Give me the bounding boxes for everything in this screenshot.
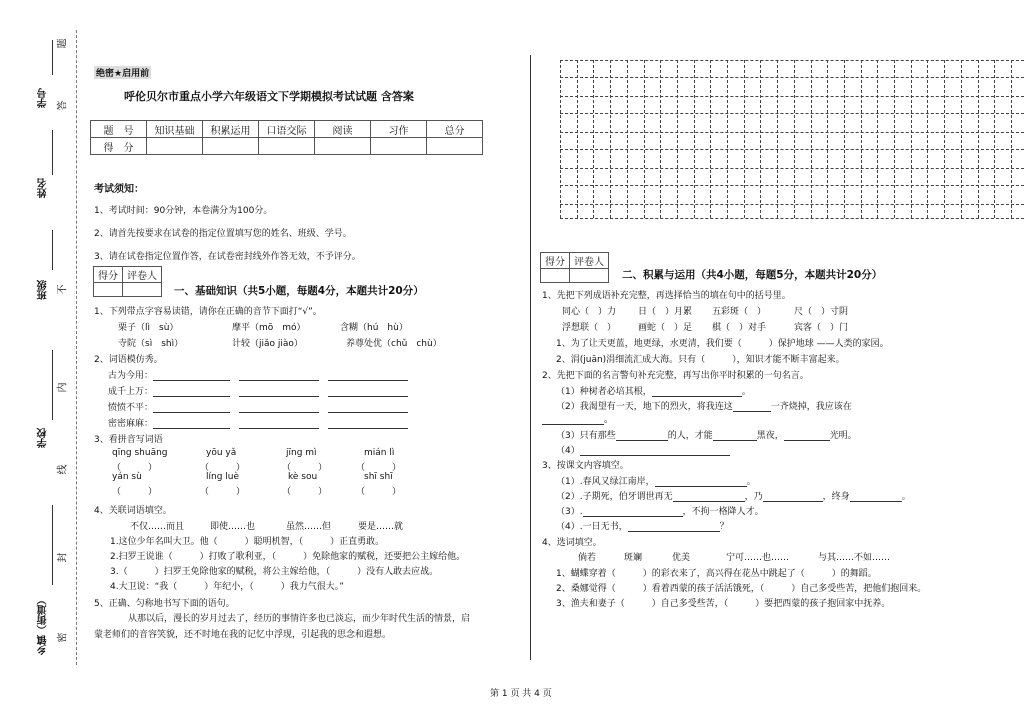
q1-item: 摩平（mō mó） <box>232 323 306 333</box>
s2q3-stem: 3、按课文内容填空。 <box>542 461 629 471</box>
pinyin: jīng mì <box>286 448 317 458</box>
s2q4-stem: 4、选词填空。 <box>542 538 602 548</box>
grid-line <box>660 60 661 218</box>
pinyin: qīng shuāng <box>112 448 168 458</box>
q1-item: 寺院（sì shì） <box>118 339 184 349</box>
grid-line <box>978 60 979 218</box>
section2-title: 二、积累与运用（共4小题，每题5分，本题共计20分） <box>622 269 883 281</box>
grader-score-cell[interactable] <box>94 283 123 297</box>
notice-item: 2、请首先按要求在试卷的指定位置填写您的姓名、班级、学号。 <box>94 229 352 239</box>
xuexiao-label: 学校 <box>38 428 49 448</box>
q1-stem: 1、下列带点字容易读错，请你在正确的音节下面打“√”。 <box>94 307 322 317</box>
score-table <box>90 120 483 155</box>
margin-char-feng: 封 <box>57 552 69 563</box>
s2q2-line: （4） <box>556 443 730 456</box>
idiom: 画蛇（ ）足 <box>638 323 693 333</box>
pinyin: mián lì <box>364 448 395 458</box>
margin-char-bu: 不 <box>57 284 69 295</box>
s2q4-option: 倘若 <box>578 553 597 563</box>
q1-item: 栗子（lì sù） <box>118 323 179 333</box>
s2q4-item: 1、蝴蝶穿着（ ）的彩衣来了，高兴得在花丛中跳起了（ ）的舞蹈。 <box>556 569 877 579</box>
grid-line <box>560 77 1024 78</box>
grid-line <box>777 60 778 218</box>
grid-line <box>593 60 594 218</box>
s2q1-sentence: 1、为了让天更蓝，地更绿，水更清，我们要（ ）保护地球 ——人类的家园。 <box>556 339 889 349</box>
grid-line <box>560 60 561 218</box>
grid-line <box>794 60 795 218</box>
xiangzhen-label: 乡镇（街道） <box>38 595 49 655</box>
grid-line <box>577 60 578 218</box>
score-cell[interactable] <box>427 138 483 155</box>
idiom: 宾客（ ）门 <box>794 323 849 333</box>
answer-parens: （ ） <box>356 487 402 497</box>
pinyin: líng luè <box>206 472 240 482</box>
q1-item: 含糊（hú hù） <box>340 323 408 333</box>
score-cell[interactable] <box>147 138 203 155</box>
grid-line <box>961 60 962 218</box>
margin-char-nei: 内 <box>57 382 69 393</box>
notice-heading: 考试须知： <box>94 184 144 195</box>
seal-line <box>76 30 77 665</box>
q4-option: 即使……也 <box>210 522 256 532</box>
grid-line <box>1011 60 1012 218</box>
banji-label: 班级 <box>38 280 49 300</box>
page-number: 第 1 页 共 4 页 <box>490 689 552 699</box>
q3-stem: 3、看拼音写词语 <box>94 435 163 445</box>
grader-box <box>93 266 162 297</box>
q2-item: 成千上万： <box>108 384 408 397</box>
answer-parens: （ ） <box>282 463 328 473</box>
grid-line <box>894 60 895 218</box>
section1-title: 一、基础知识（共5小题，每题4分，本题共计20分） <box>174 285 424 297</box>
s2q4-item: 2、桑娜觉得（ ）看着西蒙的孩子活活饿死，（ ）自己多受些苦，把他们抱回来。 <box>556 584 927 594</box>
q4-item: 3.（ ）扫罗王免除他家的赋税，将公主嫁给他，（ ）没有人敢去应战。 <box>110 567 439 577</box>
s2q2-line: （1）种树者必培其根， 。 <box>556 387 751 397</box>
s2q3-line: （4）.一日无书， ？ <box>556 522 729 532</box>
pinyin: shī shī <box>364 472 393 482</box>
margin-char-xian: 线 <box>57 464 69 475</box>
q4-item: 4.大卫说：“我（ ）年纪小，（ ）我力气很大。” <box>110 582 344 592</box>
answer-parens: （ ） <box>112 487 158 497</box>
q5-text: 从那以后，漫长的岁月过去了，经历的事情许多也已淡忘，而少年时代生活的情景，启 <box>128 614 471 624</box>
grid-line <box>861 60 862 218</box>
xingming-label: 姓名 <box>38 178 49 198</box>
grid-line <box>944 60 945 218</box>
score-table-header: 习作 <box>371 121 427 138</box>
grid-line <box>911 60 912 218</box>
grid-line <box>927 60 928 218</box>
q1-item: 养尊处优（chǔ chù） <box>346 339 442 349</box>
notice-item: 1、考试时间：90分钟，本卷满分为100分。 <box>94 206 273 216</box>
answer-parens: （ ） <box>200 487 246 497</box>
answer-parens: （ ） <box>112 463 158 473</box>
s2q3-line: （1）.春风又绿江南岸， 。 <box>556 477 756 487</box>
margin-char-da: 答 <box>57 100 69 111</box>
s2q4-option: 宁可……也…… <box>726 553 790 563</box>
q4-stem: 4、关联词语填空。 <box>94 506 172 516</box>
writing-grid[interactable] <box>560 60 1024 218</box>
grid-line <box>827 60 828 218</box>
margin-char-mi: 密 <box>57 632 69 643</box>
grader-reviewer-label: 评卷人 <box>570 253 609 269</box>
q4-option: 不仅……而且 <box>130 522 185 532</box>
grader-score-label: 得分 <box>94 267 123 283</box>
secret-tag: 绝密★启用前 <box>94 66 151 79</box>
grader-reviewer-cell[interactable] <box>570 269 609 283</box>
s2q2-line: 。 <box>542 412 613 425</box>
banji-underline <box>52 230 53 270</box>
s2q2-line: （3）只有那些 的人，才能 黑夜， 光明。 <box>556 431 857 441</box>
score-cell[interactable] <box>315 138 371 155</box>
grid-line <box>710 60 711 218</box>
grid-line <box>560 132 1024 133</box>
grid-line <box>811 60 812 218</box>
answer-parens: （ ） <box>200 463 246 473</box>
notice-item: 3、请在试卷指定位置作答，在试卷密封线外作答无效，不予评分。 <box>94 252 361 262</box>
grid-line <box>994 60 995 218</box>
s2q1-sentence: 2、涓(juān)涓细流汇成大海。只有（ ），知识才能不断丰富起来。 <box>556 355 845 365</box>
score-table-header: 积累运用 <box>203 121 259 138</box>
idiom: 同心（ ）力 <box>562 307 617 317</box>
grid-line <box>694 60 695 218</box>
q2-stem: 2、词语模仿秀。 <box>94 355 163 365</box>
q1-item: 计较（jiǎo jiào） <box>232 339 303 349</box>
idiom: 五彩斑（ ） <box>712 307 767 317</box>
s2q3-line: （2）.子期死，伯牙谓世再无 ，乃 ，终身 。 <box>556 492 911 502</box>
grader-reviewer-label: 评卷人 <box>123 267 162 283</box>
idiom: 尺（ ）寸阴 <box>794 307 849 317</box>
s2q1-stem: 1、先把下列成语补充完整，再选择恰当的填在句中的括号里。 <box>542 291 791 301</box>
q5-text: 蒙老师们的音容笑貌，还不时地在我的记忆中浮现，引起我的思念和遐想。 <box>94 630 392 640</box>
grid-line <box>760 60 761 218</box>
score-table-header: 口语交际 <box>259 121 315 138</box>
grid-line <box>727 60 728 218</box>
grid-line <box>560 168 1024 169</box>
answer-parens: （ ） <box>282 487 328 497</box>
grid-line <box>560 113 1024 114</box>
q5-stem: 5、正确、匀称地书写下面的语句。 <box>94 599 235 609</box>
grid-line <box>677 60 678 218</box>
grid-line <box>744 60 745 218</box>
xingming-underline <box>52 130 53 175</box>
s2q2-line: （2）我渴望有一天，地下的烈火，将我连这 一齐烧掉，我应该在 <box>556 402 852 412</box>
paper-title: 呼伦贝尔市重点小学六年级语文下学期模拟考试试题 含答案 <box>124 90 414 103</box>
column-divider <box>530 55 531 660</box>
grader-reviewer-cell[interactable] <box>123 283 162 297</box>
q2-item: 愤愤不平： <box>108 400 408 413</box>
s2q4-option: 优美 <box>672 553 691 563</box>
q4-option: 虽然……但 <box>286 522 332 532</box>
q4-item: 1.这位少年名叫大卫。他（ ）聪明机智，（ ）正直勇敢。 <box>110 537 385 547</box>
grid-line <box>627 60 628 218</box>
score-table-header: 题 号 <box>91 121 147 138</box>
q2-item: 古为今用： <box>108 368 408 381</box>
pinyin: yán sù <box>112 472 142 482</box>
score-table-header: 阅读 <box>315 121 371 138</box>
score-table-header: 知识基础 <box>147 121 203 138</box>
grid-line <box>560 218 1024 219</box>
grid-line <box>644 60 645 218</box>
score-cell[interactable] <box>371 138 427 155</box>
grid-line <box>560 149 1024 150</box>
s2q2-stem: 2、先把下面的名言警句补充完整，再写出你平时积累的一句名言。 <box>542 371 809 381</box>
grid-line <box>610 60 611 218</box>
xuehao-label: 学号 <box>38 88 49 108</box>
idiom: 日（ ）月累 <box>638 307 693 317</box>
pinyin: yōu yǎ <box>206 448 237 458</box>
grid-line <box>560 185 1024 186</box>
xiangzhen-underline <box>52 505 53 585</box>
grid-line <box>877 60 878 218</box>
grid-line <box>560 96 1024 97</box>
s2q4-option: 与其……不如…… <box>818 553 891 563</box>
grader-box <box>540 252 609 283</box>
grader-score-cell[interactable] <box>541 269 570 283</box>
score-row-label: 得 分 <box>91 138 147 155</box>
score-cell[interactable] <box>203 138 259 155</box>
q4-item: 2.扫罗王说谁（ ）打败了歌利亚，（ ）免除他家的赋税，还要把公主嫁给他。 <box>110 552 466 562</box>
q2-item: 密密麻麻： <box>108 416 408 429</box>
answer-parens: （ ） <box>356 463 402 473</box>
idiom: 浮想联（ ） <box>562 323 617 333</box>
score-table-header: 总分 <box>427 121 483 138</box>
q4-option: 要是……就 <box>358 522 404 532</box>
pinyin: kè sou <box>288 472 318 482</box>
s2q3-line: （3）. ，不拘一格降人才。 <box>556 507 764 517</box>
score-cell[interactable] <box>259 138 315 155</box>
s2q4-item: 3、渔夫和妻子（ ）自己多受些苦，（ ）要把西蒙的孩子抱回家中抚养。 <box>556 599 891 609</box>
grid-line <box>560 204 1024 205</box>
grid-line <box>560 60 1024 61</box>
margin-char-ti: 题 <box>57 38 69 49</box>
idiom: 棋（ ）对手 <box>712 323 767 333</box>
grader-score-label: 得分 <box>541 253 570 269</box>
grid-line <box>844 60 845 218</box>
s2q4-option: 斑斓 <box>624 553 643 563</box>
